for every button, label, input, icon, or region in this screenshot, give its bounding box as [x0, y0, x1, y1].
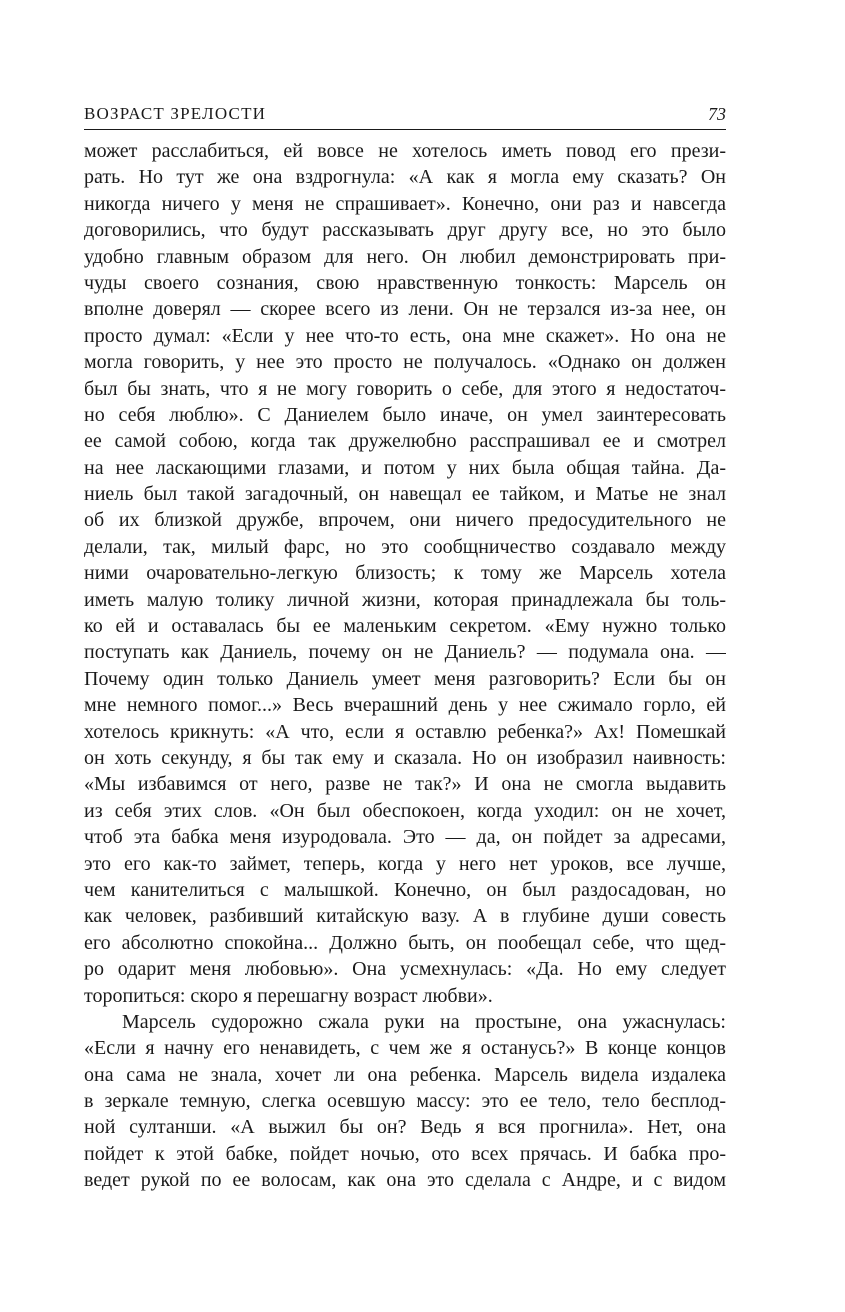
text-line: она сама не знала, хочет ли она ребенка. Марсель видела издалека — [84, 1063, 726, 1086]
text-line: ведет рукой по ее волосам, как она это сделала с Андре, и с видом — [84, 1169, 726, 1192]
text-line: «Если я начну его ненавидеть, с чем же я останусь?» В конце концов — [84, 1037, 726, 1060]
text-line: ной султанши. «А выжил бы он? Ведь я вся прогнила». Нет, она — [84, 1116, 726, 1139]
text-line: ниель был такой загадочный, он навещал ее тайком, и Матье не знал — [84, 483, 726, 506]
text-line: ее самой собою, когда так дружелюбно расспрашивал ее и смотрел — [84, 430, 726, 453]
text-line: об их близкой дружбе, впрочем, они ничего предосудительного не — [84, 509, 726, 532]
text-line: может расслабиться, ей вовсе не хотелось иметь повод его прези- — [84, 140, 726, 162]
text-line: Почему один только Даниель умеет меня разговорить? Если бы он — [84, 667, 726, 690]
running-head — [84, 102, 726, 130]
text-line: из себя этих слов. «Он был обеспокоен, когда уходил: он не хочет, — [84, 799, 726, 822]
text-line: рать. Но тут же она вздрогнула: «А как я могла ему сказать? Он — [84, 166, 726, 189]
text-line: как человек, разбивший китайскую вазу. А в глубине души совесть — [84, 905, 726, 928]
text-line: на нее ласкающими глазами, и потом у них была общая тайна. Да- — [84, 456, 726, 479]
text-line: чтоб эта бабка меня изуродовала. Это — да, он пойдет за адресами, — [84, 826, 726, 849]
text-line: делали, так, милый фарс, но это сообщничество создавало между — [84, 535, 726, 558]
text-line: мне немного помог...» Весь вчерашний день у нее сжимало горло, ей — [84, 694, 726, 717]
text-line: вполне доверял — скорее всего из лени. Он не терзался из-за нее, он — [84, 298, 726, 321]
body-text — [84, 138, 726, 1194]
text-line: в зеркале темную, слегка осевшую массу: это ее тело, тело бесплод- — [84, 1090, 726, 1113]
text-line: это его как-то займет, теперь, когда у него нет уроков, все лучше, — [84, 852, 726, 875]
text-line: ко ей и оставалась бы ее маленьким секретом. «Ему нужно только — [84, 615, 726, 638]
page-number: 73 — [708, 104, 726, 124]
text-line: поступать как Даниель, почему он не Даниель? — подумала она. — — [84, 641, 726, 664]
text-line: могла говорить, у нее это просто не получалось. «Однако он должен — [84, 351, 726, 374]
text-line: просто думал: «Если у нее что-то есть, она мне скажет». Но она не — [84, 324, 726, 347]
text-line: иметь малую толику личной жизни, которая принадлежала бы толь- — [84, 588, 726, 611]
text-line: ними очаровательно-легкую близость; к тому же Марсель хотела — [84, 562, 726, 585]
paragraph — [84, 138, 726, 1009]
text-line: был бы знать, что я не могу говорить о себе, для этого я недостаточ- — [84, 377, 726, 400]
text-line: чем канителиться с малышкой. Конечно, он был раздосадован, но — [84, 878, 726, 901]
running-title: ВОЗРАСТ ЗРЕЛОСТИ — [84, 104, 267, 123]
text-line: чуды своего сознания, свою нравственную тонкость: Марсель он — [84, 271, 726, 294]
text-line: «Мы избавимся от него, разве не так?» И она не смогла выдавить — [84, 773, 726, 796]
text-line: пойдет к этой бабке, пойдет ночью, ото всех прячась. И бабка про- — [84, 1142, 726, 1165]
paragraph — [84, 1009, 726, 1194]
book-page — [84, 102, 726, 1194]
text-line: торопиться: скоро я перешагну возраст любви». — [84, 984, 493, 1007]
text-line: он хоть секунду, я бы так ему и сказала. Но он изобразил наивность: — [84, 746, 726, 769]
text-line: удобно главным образом для него. Он любил демонстрировать при- — [84, 245, 726, 268]
text-line: его абсолютно спокойна... Должно быть, он пообещал себе, что щед- — [84, 931, 726, 954]
text-line: ро одарит меня любовью». Она усмехнулась: «Да. Но ему следует — [84, 958, 726, 981]
text-line: хотелось крикнуть: «А что, если я оставлю ребенка?» Ах! Помешкай — [84, 720, 726, 743]
text-line: договорились, что будут рассказывать друг другу все, но это было — [84, 219, 726, 242]
text-line: Марсель судорожно сжала руки на простыне, она ужаснулась: — [122, 1010, 726, 1033]
text-line: но себя люблю». С Даниелем было иначе, он умел заинтересовать — [84, 403, 726, 426]
text-line: никогда ничего у меня не спрашивает». Конечно, они раз и навсегда — [84, 192, 726, 215]
